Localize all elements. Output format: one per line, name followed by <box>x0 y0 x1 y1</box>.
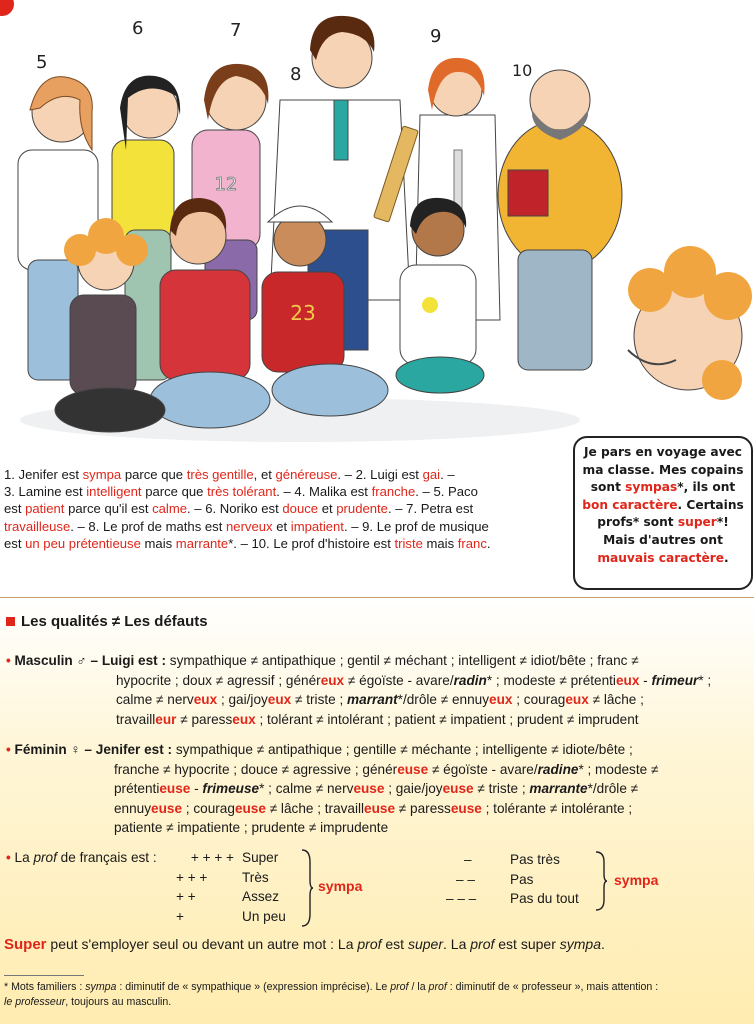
sympa-negative: sympa <box>614 872 659 888</box>
svg-text:23: 23 <box>290 301 316 325</box>
negative-words: Pas très Pas Pas du tout <box>510 852 579 906</box>
label-10: 10 <box>512 61 533 80</box>
super-usage-note: Super peut s'employer seul ou devant un autre mot : La prof est super. La prof est super sympa. <box>4 936 605 953</box>
positive-words: Super Très Assez Un peu <box>242 850 286 924</box>
scale-intro: • La prof de français est : <box>6 850 157 865</box>
masculin-block: • Masculin ♂ – Luigi est : sympathique ≠ antipathique ; gentil ≠ méchant ; intelligent ≠ idiot/bête ; franc ≠ hypocrite ; doux ≠ agressif ; généreux ≠ égoïste - avare/radin* ; modeste ≠ prétentieux - frimeur* ; calme ≠ nerveux ; gai/joyeux ≠ triste ; marrant*/drôle ≠ ennuyeux ; courageux ≠ lâche ; travailleur ≠ paresseux ; tolérant ≠ intolérant ; patient ≠ impatient ; prudent ≠ imprudent <box>6 653 712 727</box>
label-8: 8 <box>290 64 302 85</box>
caption-line-4: travailleuse. – 8. Le prof de maths est nerveux et impatient. – 9. Le prof de musique <box>4 518 489 534</box>
red-square-icon <box>6 617 15 626</box>
positive-signs: + + + + + + + + + + <box>176 850 234 924</box>
caption-line-5: est un peu prétentieuse mais marrante*. – 10. Le prof d'histoire est triste mais franc. <box>4 535 491 551</box>
footnote-rule <box>4 975 84 976</box>
label-7: 7 <box>230 20 242 41</box>
positive-brace-icon <box>300 848 314 928</box>
svg-text:12: 12 <box>214 174 238 195</box>
label-9: 9 <box>430 26 442 47</box>
caption-line-1: 1. Jenifer est sympa parce que très gentille, et généreuse. – 2. Luigi est gai. – <box>4 467 455 482</box>
negative-signs: – – – – – – <box>446 852 477 906</box>
section-title: Les qualités ≠ Les défauts <box>6 613 208 630</box>
footnote: * Mots familiers : sympa : diminutif de « sympathique » (expression imprécise). Le prof / la prof : diminutif de « professeur », mais attention : le professeur, toujours au masculin. <box>4 981 659 1008</box>
label-4 <box>452 451 462 452</box>
sympa-positive: sympa <box>318 878 363 894</box>
speech-bubble-text: Je pars en voyage avec ma classe. Mes copains sont sympas*, ils ont bon caractère. Certains profs* sont super*! Mais d'autres ont mauvais caractère. <box>582 445 744 565</box>
bullet-icon: • <box>6 653 11 668</box>
caption-line-2: 3. Lamine est intelligent parce que très tolérant. – 4. Malika est franche. – 5. Paco <box>4 484 478 500</box>
label-5: 5 <box>36 52 48 73</box>
feminin-block: • Féminin ♀ – Jenifer est : sympathique ≠ antipathique ; gentille ≠ méchante ; intelligente ≠ idiote/bête ; franche ≠ hypocrite ; douce ≠ agressive ; généreuse ≠ égoïste - avare/radine* ; modeste ≠ prétentieuse - frimeuse* ; calme ≠ nerveuse ; gaie/joyeuse ≠ triste ; marrante*/drôle ≠ ennuyeuse ; courageuse ≠ lâche ; travailleuse ≠ paresseuse ; tolérante ≠ intolérante ; patiente ≠ impatiente ; prudente ≠ imprudente <box>6 742 659 835</box>
bullet-icon: • <box>6 742 11 757</box>
label-6: 6 <box>132 18 144 39</box>
negative-brace-icon <box>594 850 608 912</box>
character-descriptions <box>4 466 540 552</box>
caption-line-3: est patient parce qu'il est calme. – 6. Noriko est douce et prudente. – 7. Petra est <box>4 501 474 517</box>
class-characters-drawing <box>0 0 754 452</box>
class-illustration <box>0 0 754 452</box>
label-3 <box>290 451 300 452</box>
bullet-icon: • <box>6 850 11 865</box>
speech-bubble <box>573 436 753 590</box>
